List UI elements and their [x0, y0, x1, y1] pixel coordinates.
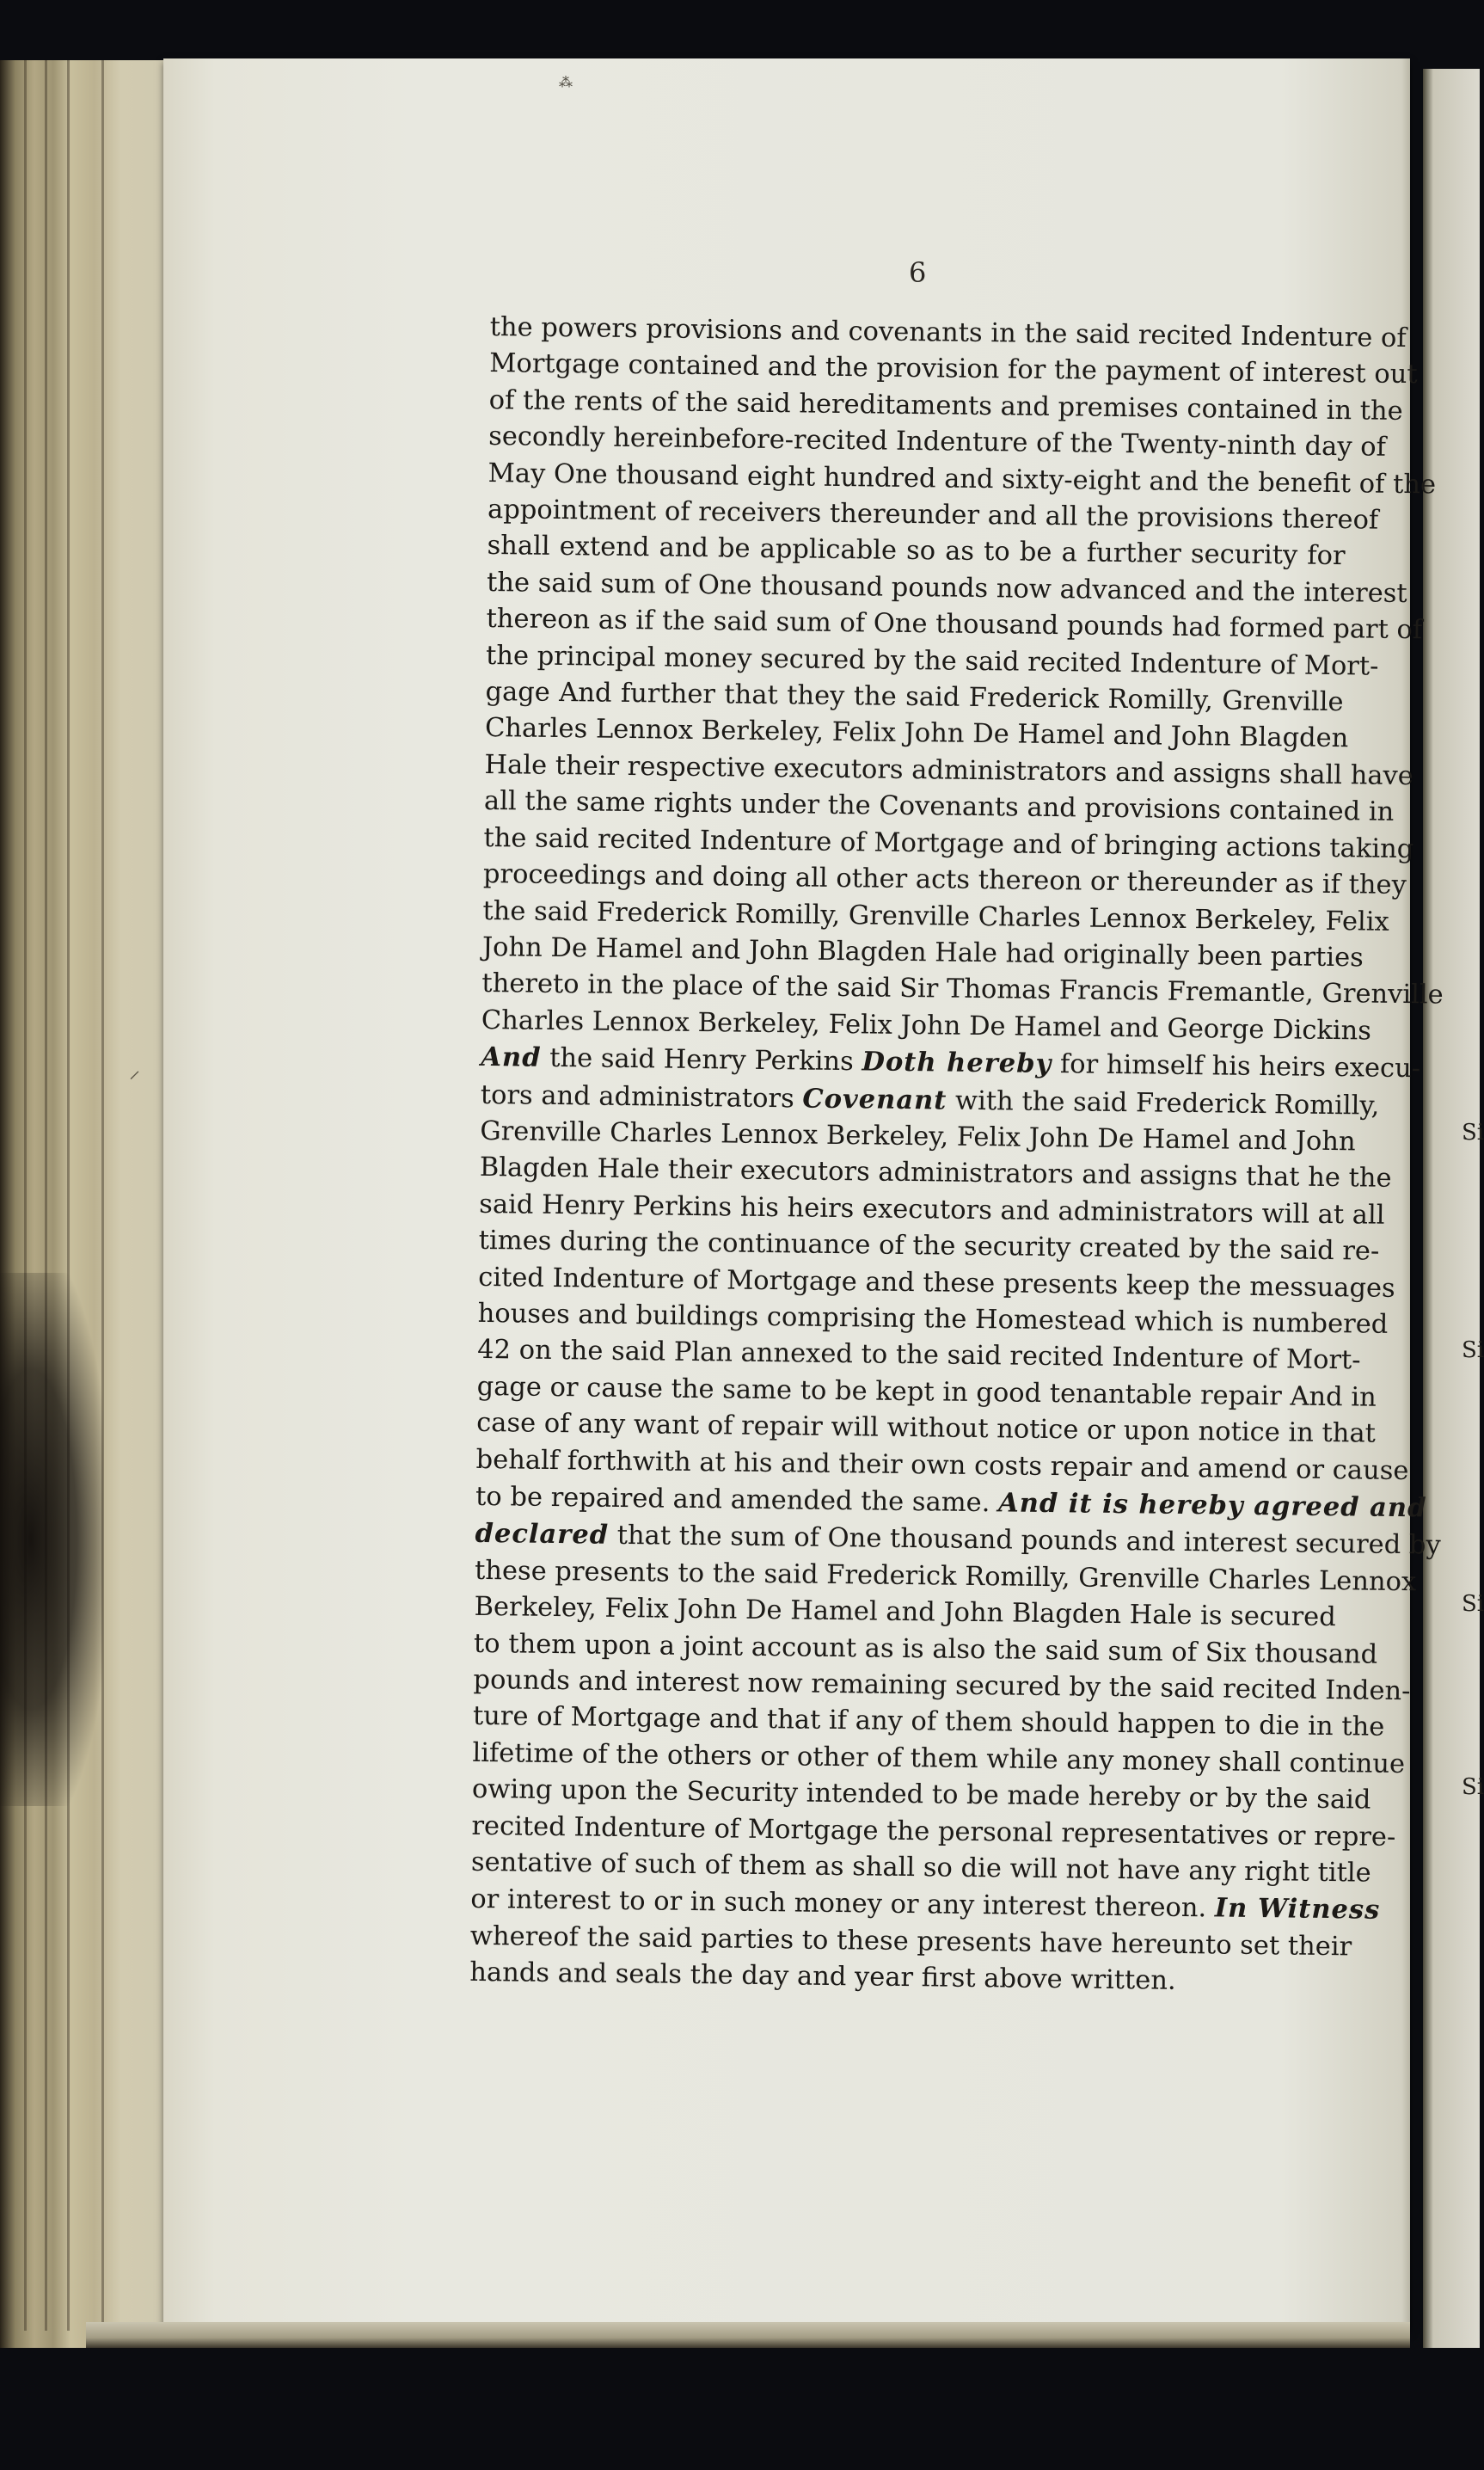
page-edge-line: [101, 60, 104, 2331]
facing-page-fragment: Si: [1462, 1120, 1484, 1146]
text-run: the said Frederick Romilly, Grenville Charles Lennox Berkeley, Felix: [482, 895, 1389, 937]
text-run: the said recited Indenture of Mortgage and of bringing actions taking: [483, 822, 1414, 864]
text-run: proceedings and doing all other acts thereon or thereunder as if they: [482, 859, 1407, 901]
text-run: the said sum of One thousand pounds now advanced and the interest: [486, 567, 1407, 609]
text-run: all the same rights under the Covenants and provisions contained in: [483, 786, 1395, 828]
text-run: Hale their respective executors administrators and assigns shall have: [484, 749, 1414, 792]
text-run: thereon as if the said sum of One thousand pounds had formed part of: [486, 604, 1423, 646]
indenture-body-text: [469, 310, 1444, 2002]
text-run: with the said Frederick Romilly,: [947, 1085, 1380, 1121]
text-run: cited Indenture of Mortgage and these presents keep the messuages: [478, 1262, 1395, 1304]
text-run: the said Henry Perkins: [541, 1042, 862, 1078]
blackletter-phrase: Covenant: [802, 1083, 947, 1116]
page-edge-line: [24, 60, 27, 2331]
page-edge-line: [67, 60, 70, 2331]
text-run: of the rents of the said hereditaments and premises contained in the: [488, 384, 1403, 427]
page-edge-line: [45, 60, 47, 2331]
facing-page-fragment: Si: [1462, 1591, 1484, 1617]
blackletter-phrase: And it is hereby agreed and: [997, 1487, 1427, 1524]
text-run: recited Indenture of Mortgage the personal representatives or repre-: [471, 1810, 1396, 1852]
facing-page-fragment: Si: [1462, 1774, 1484, 1800]
text-run: tors and administrators: [480, 1079, 803, 1115]
text-run: times during the continuance of the security created by the said re-: [478, 1226, 1380, 1267]
text-run: appointment of receivers thereunder and all the provisions thereof: [487, 495, 1379, 536]
text-run: to them upon a joint account as is also the said sum of Six thousand: [473, 1628, 1378, 1670]
text-run: secondly hereinbefore-recited Indenture of the Twenty-ninth day of: [488, 421, 1387, 463]
text-run: the principal money secured by the said recited Indenture of Mort-: [485, 640, 1379, 682]
text-run: Berkeley, Felix John De Hamel and John Blagden Hale is secured: [474, 1592, 1336, 1633]
text-run: these presents to the said Frederick Romilly, Grenville Charles Lennox: [474, 1555, 1417, 1598]
page-number: 6: [909, 256, 927, 289]
text-run: May One thousand eight hundred and sixty-eight and the benefit of the: [488, 458, 1437, 501]
page-bottom-edge: [86, 2322, 1410, 2348]
text-run: gage And further that they the said Frederick Romilly, Grenville: [485, 677, 1344, 718]
text-run: for himself his heirs execu-: [1052, 1049, 1421, 1084]
text-run: John De Hamel and John Blagden Hale had originally been parties: [481, 931, 1364, 974]
text-run: Mortgage contained and the provision for the payment of interest out: [489, 348, 1418, 390]
text-run: thereto in the place of the said Sir Thomas Francis Fremantle, Grenville: [481, 968, 1444, 1011]
text-run: owing upon the Security intended to be made hereby or by the said: [471, 1774, 1371, 1816]
facing-page-edge: [1423, 69, 1480, 2348]
text-run: pounds and interest now remaining secured by the said recited Inden-: [473, 1664, 1411, 1707]
text-run: hands and seals the day and year first above written.: [469, 1957, 1176, 1997]
text-run: behalf forthwith at his and their own costs repair and amend or cause: [475, 1444, 1409, 1486]
text-run: shall extend and be applicable so as to be a further security for: [487, 531, 1346, 572]
margin-pencil-mark: ⸝: [129, 1058, 141, 1084]
blackletter-phrase: Doth hereby: [862, 1046, 1052, 1080]
blackletter-phrase: In Witness: [1214, 1892, 1381, 1926]
text-run: ture of Mortgage and that if any of them should happen to die in the: [472, 1701, 1385, 1743]
text-run: case of any want of repair will without notice or upon notice in that: [475, 1408, 1377, 1449]
text-run: sentative of such of them as shall so die will not have any right title: [470, 1846, 1371, 1889]
text-run: said Henry Perkins his heirs executors and administrators will at all: [479, 1189, 1385, 1231]
text-run: to be repaired and amended the same.: [475, 1481, 999, 1519]
blackletter-phrase: declared: [475, 1518, 610, 1551]
ink-speck: ⁂: [559, 74, 573, 90]
facing-page-fragment: Si: [1462, 1337, 1484, 1363]
text-run: whereof the said parties to these presents have hereunto set their: [469, 1920, 1352, 1963]
binding-shadow: [0, 1273, 103, 1806]
text-run: houses and buildings comprising the Homestead which is numbered: [477, 1298, 1389, 1340]
text-run: gage or cause the same to be kept in good tenantable repair And in: [476, 1371, 1377, 1413]
text-run: that the sum of One thousand pounds and interest secured by: [608, 1521, 1441, 1562]
blackletter-phrase: And: [481, 1041, 542, 1073]
text-run: Charles Lennox Berkeley, Felix John De Hamel and George Dickins: [481, 1005, 1372, 1047]
text-run: Charles Lennox Berkeley, Felix John De Hamel and John Blagden: [484, 713, 1349, 754]
text-run: or interest to or in such money or any interest thereon.: [470, 1884, 1216, 1924]
text-run: 42 on the said Plan annexed to the said recited Indenture of Mort-: [477, 1335, 1361, 1376]
text-run: lifetime of the others or other of them while any money shall continue: [472, 1737, 1406, 1779]
text-run: the powers provisions and covenants in the said recited Indenture of: [489, 311, 1407, 354]
text-run: Blagden Hale their executors administrators and assigns that he the: [479, 1152, 1392, 1195]
text-run: Grenville Charles Lennox Berkeley, Felix John De Hamel and John: [480, 1115, 1356, 1158]
